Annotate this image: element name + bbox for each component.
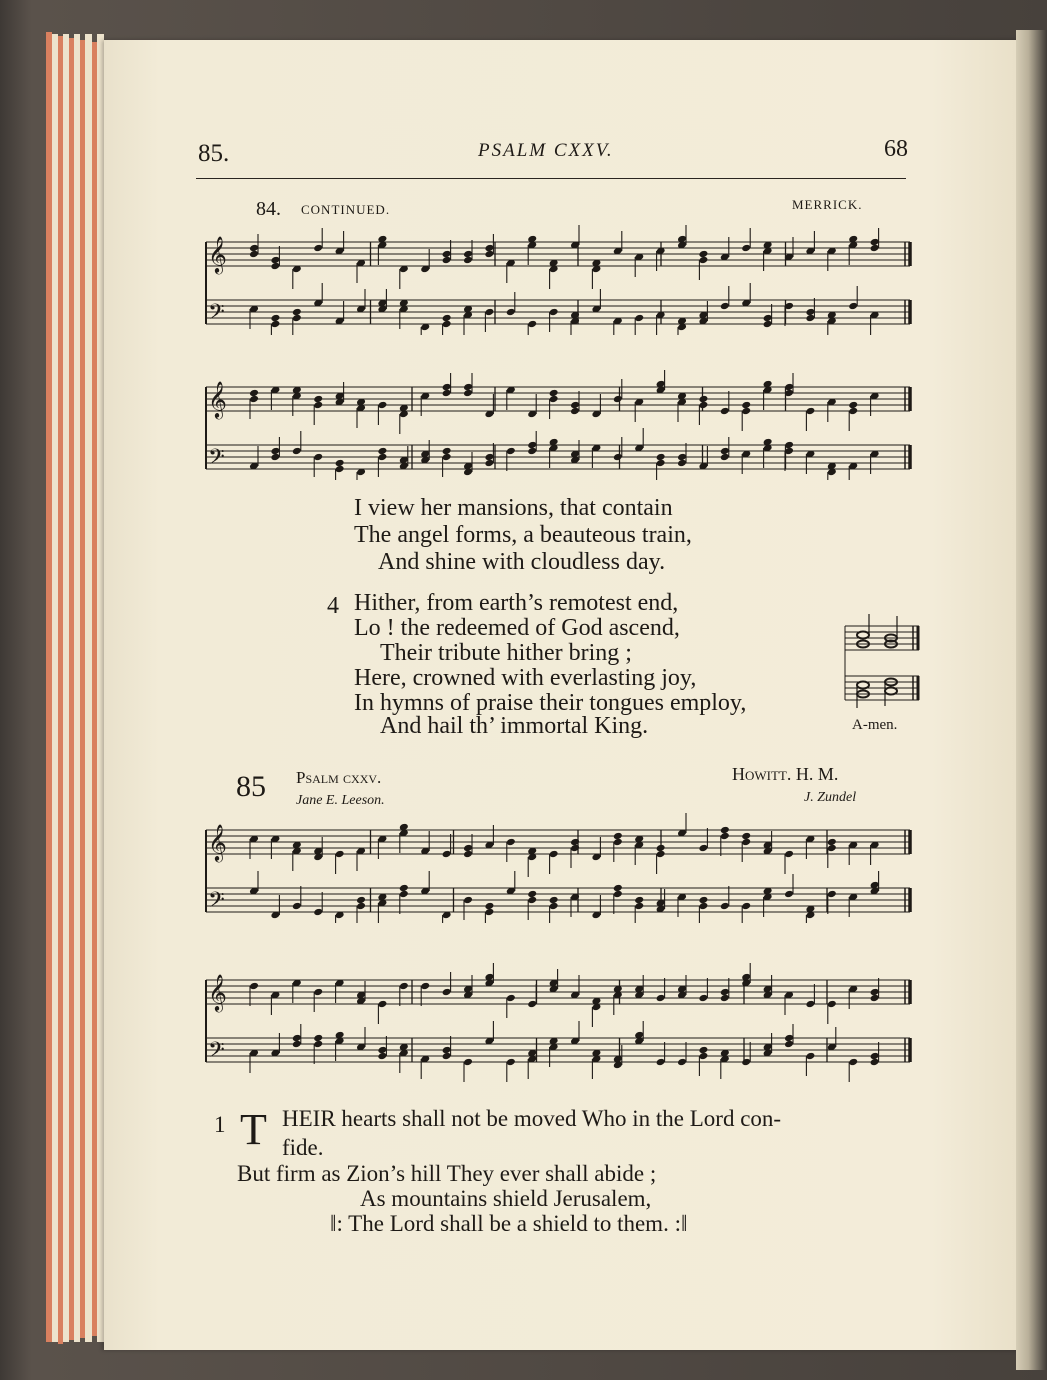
verse-line: And hail th’ immortal King. <box>380 713 649 739</box>
hymn-85-number: 85 <box>236 770 266 803</box>
note-head <box>741 832 751 841</box>
note-head <box>656 844 666 853</box>
note-head <box>549 389 559 398</box>
drop-cap: T <box>240 1105 267 1154</box>
verse-line: But firm as Zion’s hill They ever shall abide ; <box>237 1161 657 1186</box>
hymn-85-author: Jane E. Leeson. <box>296 793 385 808</box>
bass-staff <box>206 428 910 480</box>
note-head <box>399 884 409 893</box>
verse-line: The angel forms, a beauteous train, <box>354 522 692 548</box>
verse-number: 1 <box>214 1112 226 1137</box>
verse-line: And shine with cloudless day. <box>378 549 666 575</box>
verse-line: Their tribute hither bring ; <box>380 640 632 666</box>
verse-line: I view her mansions, that contain <box>354 495 673 521</box>
verse-line: Hither, from earth’s remotest end, <box>354 590 679 616</box>
hymn-84-music-system-2 <box>200 365 920 480</box>
hymn-85-composer: J. Zundel <box>804 790 857 805</box>
treble-staff <box>206 813 910 877</box>
hymn-85-psalm-title: Psalm cxxv. <box>296 768 382 787</box>
verse-line: HEIR hearts shall not be moved Who in the Lord con- <box>282 1106 782 1131</box>
treble-clef-icon: 𝄞 <box>208 973 227 1011</box>
hymn-84-music-system-1 <box>200 220 920 335</box>
bass-clef-icon: 𝄢 <box>208 1038 225 1068</box>
hymn-85-music-system-2 <box>200 958 920 1083</box>
note-head <box>249 389 259 398</box>
note-head <box>698 1046 708 1055</box>
note-head <box>613 884 623 893</box>
hymn-85-tune-meter: Howitt. H. M. <box>732 764 839 784</box>
note-head <box>270 314 280 323</box>
hymn-84-continued-label: CONTINUED. <box>301 202 391 217</box>
treble-staff <box>206 963 910 1027</box>
page-stack <box>85 34 92 1342</box>
bass-staff <box>206 1021 910 1082</box>
verse-line: Lo ! the redeemed of God ascend, <box>354 615 680 641</box>
note-head <box>741 401 751 410</box>
note-head <box>442 314 452 323</box>
verse-line: Here, crowned with everlasting joy, <box>354 665 697 691</box>
verse-line: ‖: The Lord shall be a shield to them. :‖ <box>330 1211 688 1236</box>
treble-staff <box>206 225 910 289</box>
treble-clef-icon: 𝄞 <box>208 235 227 273</box>
book-gutter <box>1016 30 1047 1370</box>
note-head <box>698 250 708 259</box>
page-stack <box>97 34 104 1342</box>
note-head <box>313 395 323 404</box>
running-title: PSALM CXXV. <box>478 140 614 161</box>
note-head <box>698 896 708 905</box>
verse-line: As mountains shield Jerusalem, <box>360 1186 652 1211</box>
bass-clef-icon: 𝄢 <box>208 300 225 330</box>
page-number: 68 <box>884 136 908 162</box>
treble-staff <box>206 370 910 434</box>
note-head <box>377 447 387 456</box>
verse-number: 4 <box>327 593 339 619</box>
note-head <box>527 890 537 899</box>
amen-label: A-men. <box>852 717 898 733</box>
note-head <box>292 308 302 317</box>
bass-staff <box>206 283 910 335</box>
bass-staff <box>206 871 910 923</box>
hymn-84-number: 84. <box>256 198 281 220</box>
bass-clef-icon: 𝄢 <box>208 445 225 475</box>
note-head <box>634 896 644 905</box>
verse-line: fide. <box>282 1135 324 1160</box>
note-head <box>613 832 623 841</box>
note-head <box>484 902 494 911</box>
hymn-84-tune-name: MERRICK. <box>792 197 863 212</box>
note-head <box>313 1034 323 1043</box>
bass-clef-icon: 𝄢 <box>208 888 225 918</box>
note-head <box>698 395 708 404</box>
hymn-85-music-system-1 <box>200 808 920 923</box>
note-head <box>442 447 452 456</box>
note-head <box>335 459 345 468</box>
header-rule <box>196 178 906 179</box>
note-head <box>656 453 666 462</box>
treble-clef-icon: 𝄞 <box>208 823 227 861</box>
note-head <box>356 896 366 905</box>
note-head <box>827 838 837 847</box>
running-hymn-number: 85. <box>198 140 230 167</box>
verse-line: In hymns of praise their tongues employ, <box>354 690 747 716</box>
note-head <box>848 401 858 410</box>
note-head <box>720 826 730 835</box>
amen-music <box>843 608 923 718</box>
note-head <box>549 896 559 905</box>
treble-clef-icon: 𝄞 <box>208 380 227 418</box>
